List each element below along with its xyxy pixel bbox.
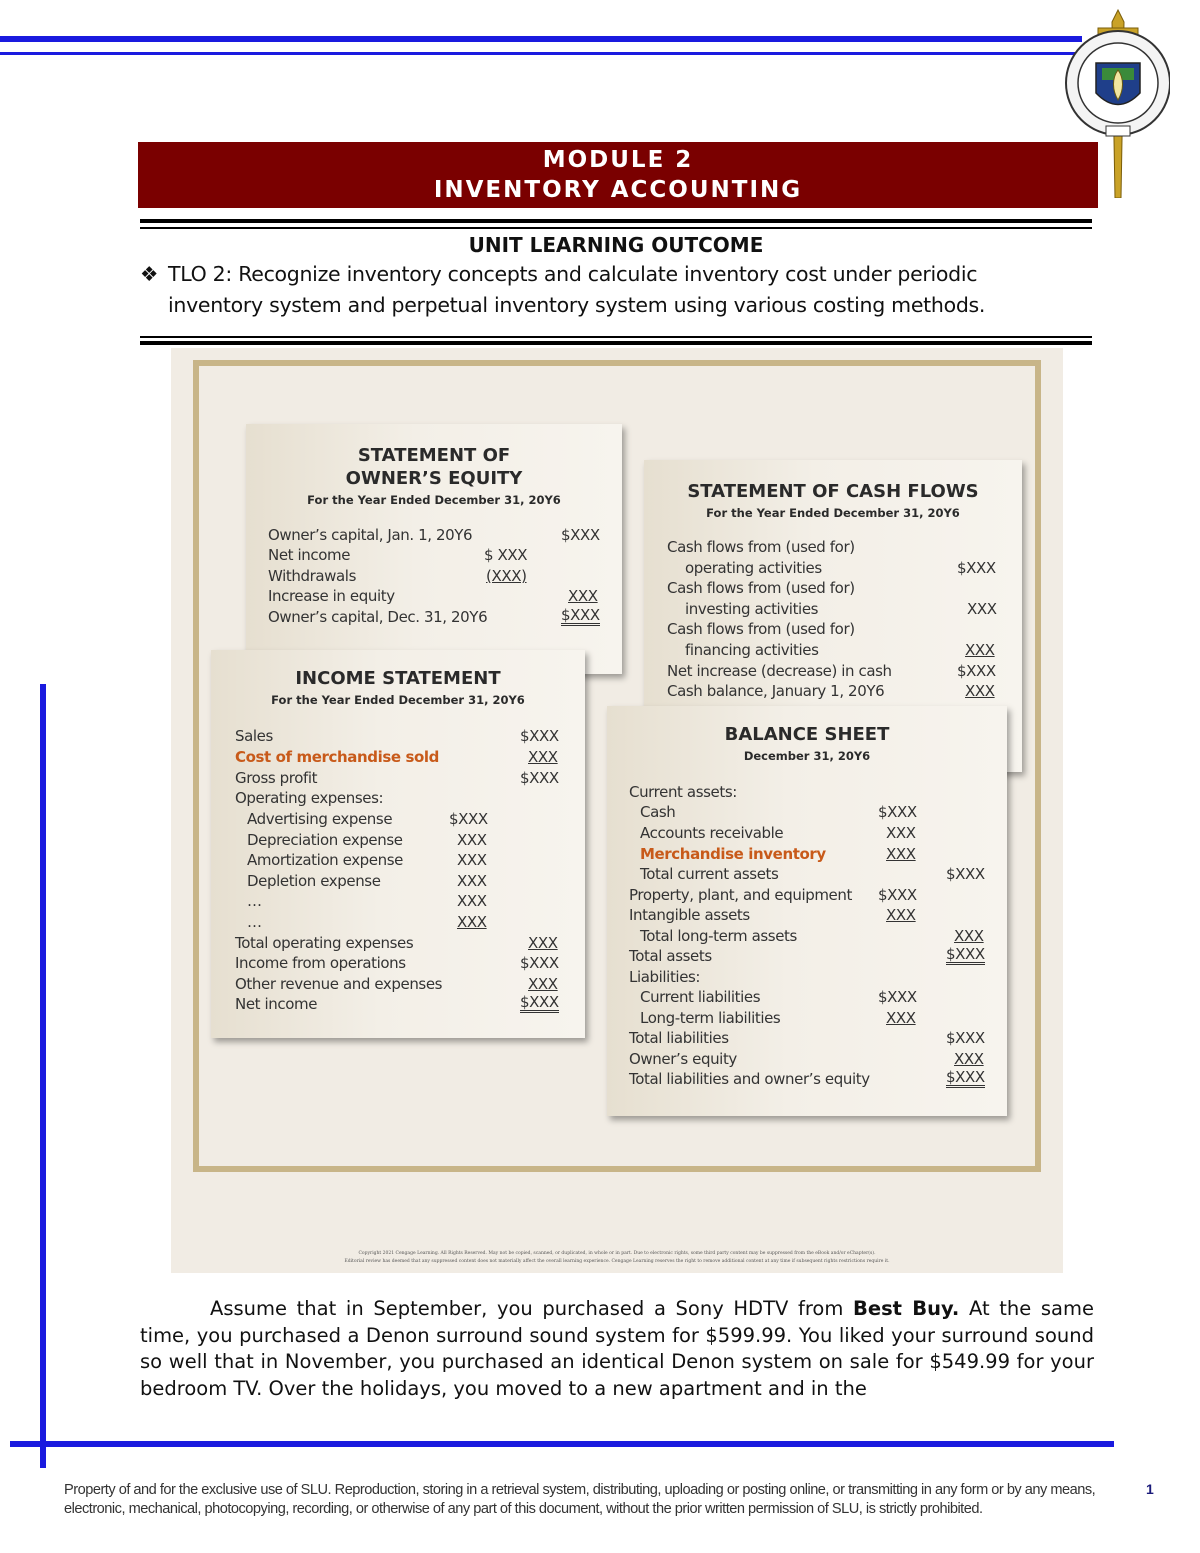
is-row-c1: XXX [457,851,487,869]
cf-row-label: Net increase (decrease) in cash [667,662,892,680]
ulo-line-1: TLO 2: Recognize inventory concepts and calculate inventory cost under periodic [168,262,978,286]
is-row-c2: XXX [528,748,558,766]
cf-row-label: financing activities [685,641,819,659]
bs-row-c2: XXX [954,1050,984,1068]
is-subtitle: For the Year Ended December 31, 20Y6 [271,693,525,707]
oe-row-label: Owner’s capital, Dec. 31, 20Y6 [268,608,488,626]
bs-row-label: Total current assets [640,865,779,883]
bs-row-c2: $XXX [946,1029,985,1047]
oe-row-label: Owner’s capital, Jan. 1, 20Y6 [268,526,473,544]
bs-row-label: Accounts receivable [640,824,784,842]
cf-row-c2: $XXX [957,662,996,680]
copyright-line-2: Editorial review has deemed that any suppressed content does not materially affect the overall learning experience. Cengage Learning reserves the right to remove additional content at any time if subsequent rights restrictions require it. [344,1259,890,1264]
oe-subtitle: For the Year Ended December 31, 20Y6 [307,493,561,507]
is-row-label: Amortization expense [247,851,403,869]
bullet-icon: ❖ [140,262,159,286]
is-row-label: Sales [235,727,273,745]
is-row-label: Depletion expense [247,872,381,890]
oe-row-c2: XXX [568,587,598,605]
oe-row-c2: $XXX [561,606,600,624]
is-row-label: Total operating expenses [235,934,414,952]
page-number: 1 [1146,1481,1154,1497]
cf-row-c2: XXX [965,641,995,659]
oe-row-label: Withdrawals [268,567,356,585]
is-row-label: Net income [235,995,318,1013]
bs-row-label: Current assets: [629,783,737,801]
bs-row-c2: $XXX [946,1068,985,1086]
is-row-c2: $XXX [520,769,559,787]
bs-row-label: Intangible assets [629,906,750,924]
paragraph-text-pre: Assume that in September, you purchased a Sony HDTV from [210,1297,853,1320]
bs-row-label: Long-term liabilities [640,1009,781,1027]
bs-row-c2: XXX [954,927,984,945]
financial-statements-figure [171,348,1063,1273]
module-title: INVENTORY ACCOUNTING [433,177,803,203]
bs-row-label: Property, plant, and equipment [629,886,852,904]
divider-bottom-thin [140,336,1092,338]
is-row-c1: $XXX [449,810,488,828]
divider-top-thin [140,227,1092,229]
income-statement-card [211,650,585,1038]
bs-row-c1: $XXX [878,988,917,1006]
cf-subtitle: For the Year Ended December 31, 20Y6 [706,506,960,520]
bs-row-label: Merchandise inventory [640,845,826,863]
is-row-c1: XXX [457,872,487,890]
cf-title: STATEMENT OF CASH FLOWS [687,481,979,502]
module-banner [138,142,1098,208]
is-row-label: Other revenue and expenses [235,975,443,993]
bs-row-label: Current liabilities [640,988,761,1006]
bs-row-label: Total long-term assets [640,927,797,945]
ulo-line-2: inventory system and perpetual inventory system using various costing methods. [168,293,986,317]
bs-row-label: Total assets [629,947,712,965]
ulo-heading: UNIT LEARNING OUTCOME [468,233,764,257]
cf-row-c2: XXX [967,600,997,618]
is-row-c2: XXX [528,975,558,993]
body-paragraph [140,1296,1094,1402]
oe-row-label: Increase in equity [268,587,395,605]
is-row-c2: $XXX [520,993,559,1011]
is-row-c1: XXX [457,892,487,910]
bs-row-c1: XXX [886,906,916,924]
bs-row-c1: $XXX [878,803,917,821]
bs-row-c1: $XXX [878,886,917,904]
is-row-label: Depreciation expense [247,831,403,849]
bs-row-label: Total liabilities [629,1029,729,1047]
bs-row-c2: $XXX [946,865,985,883]
bs-row-label: Total liabilities and owner’s equity [629,1070,870,1088]
top-blue-rule [0,36,1082,42]
cf-row-label: Cash flows from (used for) [667,538,855,556]
bs-row-label: Liabilities: [629,968,701,986]
is-row-label: Income from operations [235,954,406,972]
bs-row-c1: XXX [886,1009,916,1027]
is-row-c1: XXX [457,831,487,849]
is-row-c2: $XXX [520,954,559,972]
oe-title-1: STATEMENT OF [357,445,511,466]
is-row-label: … [247,892,262,910]
balance-sheet-card [607,706,1007,1116]
left-blue-rule [40,684,46,1468]
bs-subtitle: December 31, 20Y6 [743,749,871,763]
cf-row-c2: $XXX [957,559,996,577]
cf-row-label: operating activities [685,559,822,577]
cf-row-label: Cash flows from (used for) [667,579,855,597]
paragraph-text-bold: Best Buy. [852,1297,960,1320]
ulo-text [140,259,1095,321]
cf-row-c2: XXX [965,682,995,700]
footer-notice: Property of and for the exclusive use of SLU. Reproduction, storing in a retrieval system, distributing, uploading or posting online, or transmitting in any form or by any means, electronic, mechanical, photocopying, recording, or otherwise of any part of this document, without the prior written permission of SLU, is strictly prohibited. [64,1482,1096,1517]
cf-row-label: investing activities [685,600,819,618]
oe-title-2: OWNER’S EQUITY [345,468,523,489]
is-row-label: Advertising expense [247,810,393,828]
bs-row-c1: XXX [886,824,916,842]
owners-equity-card [246,424,622,674]
bs-title: BALANCE SHEET [724,724,890,745]
is-row-c1: XXX [457,913,487,931]
top-blue-rule-thin [0,52,1082,55]
divider-top [140,219,1092,223]
cf-row-label: Cash flows from (used for) [667,620,855,638]
is-row-label: Gross profit [235,769,318,787]
oe-row-c1: (XXX) [486,567,527,585]
module-number: MODULE 2 [542,147,694,173]
is-row-label: Operating expenses: [235,789,384,807]
bs-row-c1: XXX [886,845,916,863]
oe-row-c2: $XXX [561,526,600,544]
is-row-c2: $XXX [520,727,559,745]
is-row-label: … [247,913,262,931]
divider-bottom [140,341,1092,345]
is-row-label: Cost of merchandise sold [235,748,439,766]
is-row-c2: XXX [528,934,558,952]
oe-row-c1: $ XXX [484,546,528,564]
paragraph-text-post: At the same time, you purchased a Denon surround sound system for $599.99. You liked your surround sound so well that in November, you purchased an identical Denon system on sale for $549.99 for your bedroom TV. Over the holidays, you moved to a new apartment and in the [140,1297,1094,1400]
copyright-line-1: Copyright 2021 Cengage Learning. All Rights Reserved. May not be copied, scanned, or duplicated, in whole or in part. Due to electronic rights, some third party content may be suppressed from the eBook and/or eChapter(s). [358,1251,876,1256]
bs-row-c2: $XXX [946,945,985,963]
bs-row-label: Owner’s equity [629,1050,737,1068]
bottom-blue-rule [10,1441,1114,1447]
oe-row-label: Net income [268,546,351,564]
cf-row-label: Cash balance, January 1, 20Y6 [667,682,885,700]
is-title: INCOME STATEMENT [295,668,501,689]
bs-row-label: Cash [640,803,676,821]
